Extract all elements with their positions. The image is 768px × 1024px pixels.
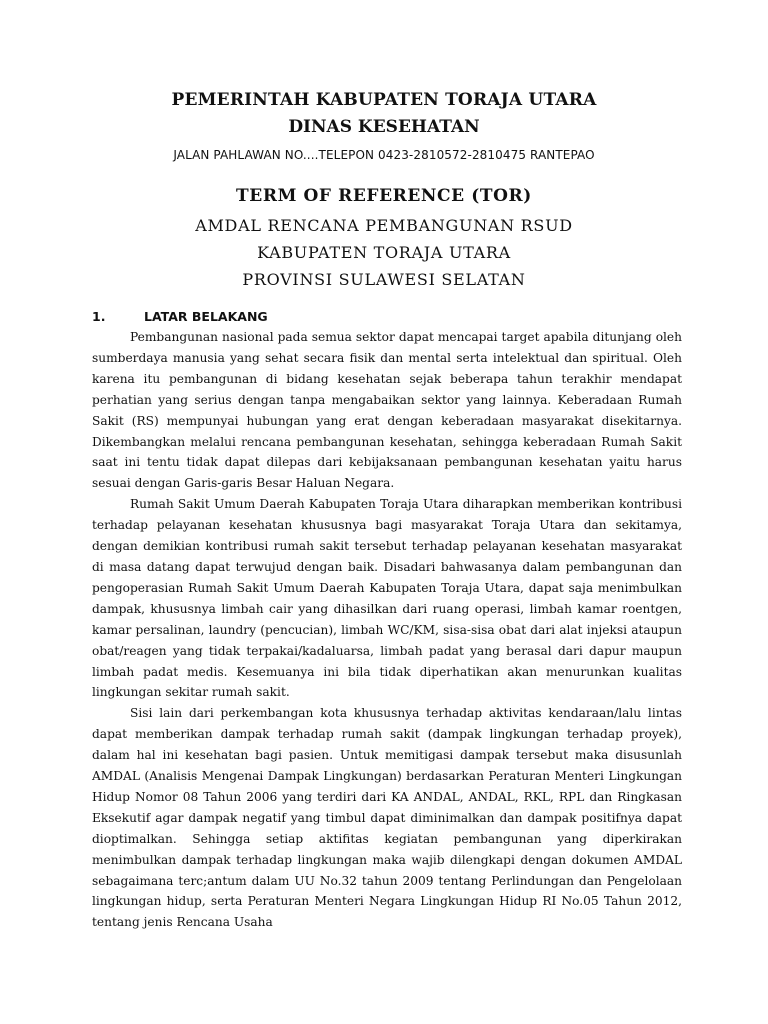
section-number: 1. <box>92 309 106 324</box>
section-latar-belakang <box>92 307 682 933</box>
document-title: TERM OF REFERENCE (TOR) <box>236 186 532 206</box>
document-subtitle-1: AMDAL RENCANA PEMBANGUNAN RSUD <box>195 216 573 235</box>
paragraph: Sisi lain dari perkembangan kota khususnya terhadap aktivitas kendaraan/lalu lintas dapat memberikan dampak terhadap rumah sakit (dampak lingkungan terhadap proyek), dalam hal ini kesehatan bagi pasien. Untuk memitigasi dampak tersebut maka disusunlah AMDAL (Analisis Mengenai Dampak Lingkungan) berdasarkan Peraturan Menteri Lingkungan Hidup Nomor 08 Tahun 2006 yang terdiri dari KA ANDAL, ANDAL, RKL, RPL dan Ringkasan Eksekutif agar dampak negatif yang timbul dapat diminimalkan dan dampak positifnya dapat dioptimalkan. Sehingga setiap aktifitas kegiatan pembangunan yang diperkirakan menimbulkan dampak terhadap lingkungan maka wajib dilengkapi dengan dokumen AMDAL sebagaimana terc;antum dalam UU No.32 tahun 2009 tentang Perlindungan dan Pengelolaan lingkungan hidup, serta Peraturan Menteri Negara Lingkungan Hidup RI No.05 Tahun 2012, tentang jenis Rencana Usaha <box>92 706 682 930</box>
document-subtitle-2: KABUPATEN TORAJA UTARA <box>257 243 511 262</box>
section-title: LATAR BELAKANG <box>144 309 268 324</box>
government-name: PEMERINTAH KABUPATEN TORAJA UTARA <box>171 90 597 110</box>
section-body <box>92 327 682 933</box>
letterhead <box>0 88 768 165</box>
document-subtitle-3: PROVINSI SULAWESI SELATAN <box>242 270 526 289</box>
paragraph: Rumah Sakit Umum Daerah Kabupaten Toraja Utara diharapkan memberikan kontribusi terhadap pelayanan kesehatan khususnya bagi masyarakat Toraja Utara dan sekitamya, dengan demikian kontribusi rumah sakit tersebut terhadap pelayanan kesehatan masyarakat di masa datang dapat terwujud dengan baik. Disadari bahwasanya dalam pembangunan dan pengoperasian Rumah Sakit Umum Daerah Kabupaten Toraja Utara, dapat saja menimbulkan dampak, khususnya limbah cair yang dihasilkan dari ruang operasi, limbah kamar roentgen, kamar persalinan, laundry (pencucian), limbah WC/KM, sisa-sisa obat dari alat injeksi ataupun obat/reagen yang tidak terpakai/kadaluarsa, limbah padat yang berasal dari dapur maupun limbah padat medis. Kesemuanya ini bila tidak diperhatikan akan menurunkan kualitas lingkungan sekitar rumah sakit. <box>92 497 682 700</box>
agency-name: DINAS KESEHATAN <box>288 117 480 137</box>
document-title-block <box>0 183 768 293</box>
agency-address: JALAN PAHLAWAN NO....TELEPON 0423-2810572-2810475 RANTEPAO <box>173 148 595 162</box>
section-heading <box>92 307 682 327</box>
paragraph: Pembangunan nasional pada semua sektor dapat mencapai target apabila ditunjang oleh sumberdaya manusia yang sehat secara fisik dan mental serta intelektual dan spiritual. Oleh karena itu pembangunan di bidang kesehatan sejak beberapa tahun terakhir mendapat perhatian yang serius dengan tanpa mengabaikan sektor yang lainnya. Keberadaan Rumah Sakit (RS) mempunyai hubungan yang erat dengan keberadaan masyarakat disekitarnya. Dikembangkan melalui rencana pembangunan kesehatan, sehingga keberadaan Rumah Sakit saat ini tentu tidak dapat dilepas dari kebijaksanaan pembangunan kesehatan yaitu harus sesuai dengan Garis-garis Besar Haluan Negara. <box>92 330 682 491</box>
